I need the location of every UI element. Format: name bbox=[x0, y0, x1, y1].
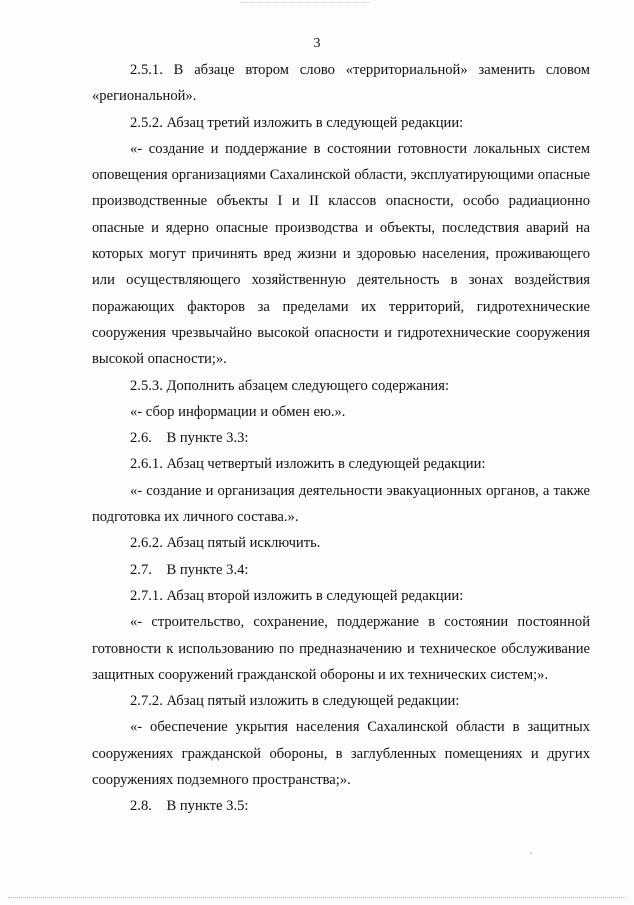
scan-edge-bottom bbox=[8, 897, 626, 899]
paragraph-2-6-1: 2.6.1. Абзац четвертый изложить в следующей редакции: bbox=[130, 456, 486, 473]
scan-edge-top bbox=[240, 2, 370, 4]
scan-speck bbox=[530, 852, 532, 854]
paragraph-2-6-1-quote: «- создание и организация деятельности эвакуационных органов, а также подготовка их личного состава.». bbox=[92, 482, 590, 526]
paragraph-2-7-2-quote: «- обеспечение укрытия населения Сахалинской области в защитных сооружениях гражданской обороны, в заглубленных помещениях и других сооружениях подземного пространства;». bbox=[92, 719, 590, 789]
paragraph-2-5-2-quote: «- создание и поддержание в состоянии готовности локальных систем оповещения организациями Сахалинской области, эксплуатирующими опасные производственные объекты I и II классов опасности, особо радиационно опасные и ядерно опасные производства и объекты, последствия аварий на которых могут причинять вред жизни и здоровью населения, проживающего или осуществляющего хозяйственную деятельность в зонах воздействия поражающих факторов за пределами их территорий, гидротехнические сооружения чрезвычайно высокой опасности и гидротехнические сооружения высокой опасности;». bbox=[92, 140, 590, 368]
paragraph-2-7-1: 2.7.1. Абзац второй изложить в следующей редакции: bbox=[130, 587, 464, 604]
paragraph-2-5-1: 2.5.1. В абзаце втором слово «территориальной» заменить словом «региональной». bbox=[92, 62, 590, 105]
document-body bbox=[92, 57, 590, 820]
page-number: 3 bbox=[313, 36, 321, 51]
paragraph-2-7-2: 2.7.2. Абзац пятый изложить в следующей редакции: bbox=[130, 693, 460, 710]
paragraph-2-5-2: 2.5.2. Абзац третий изложить в следующей редакции: bbox=[130, 114, 464, 131]
paragraph-2-8: 2.8. В пункте 3.5: bbox=[130, 798, 249, 815]
paragraph-2-6-2: 2.6.2. Абзац пятый исключить. bbox=[130, 535, 321, 552]
paragraph-2-7-1-quote: «- строительство, сохранение, поддержание в состоянии постоянной готовности к использованию по предназначению и техническое обслуживание защитных сооружений гражданской обороны и их технических систем;». bbox=[92, 614, 590, 683]
paragraph-2-6: 2.6. В пункте 3.3: bbox=[130, 430, 249, 447]
paragraph-2-5-3: 2.5.3. Дополнить абзацем следующего содержания: bbox=[130, 377, 450, 394]
paragraph-2-7: 2.7. В пункте 3.4: bbox=[130, 561, 249, 578]
paragraph-2-5-3-quote: «- сбор информации и обмен ею.». bbox=[130, 403, 346, 420]
